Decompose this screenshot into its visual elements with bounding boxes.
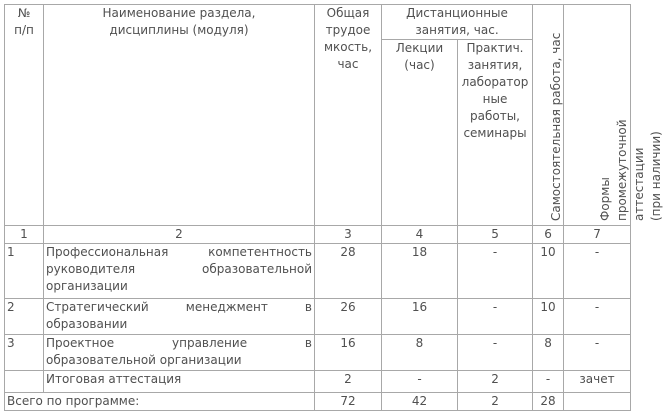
header-lectures: Лекции (час) — [382, 40, 458, 226]
row-forms: - — [564, 299, 631, 335]
total-total: 72 — [315, 393, 382, 411]
row-self: - — [533, 371, 564, 393]
row-forms: - — [564, 244, 631, 299]
row-practice: - — [458, 299, 533, 335]
table-row — [5, 335, 631, 371]
table-row — [5, 299, 631, 335]
total-practice: 2 — [458, 393, 533, 411]
row-forms: - — [564, 335, 631, 371]
row-forms: зачет — [564, 371, 631, 393]
row-total: 16 — [315, 335, 382, 371]
column-number-row — [5, 226, 631, 244]
row-num: 2 — [5, 299, 44, 335]
col-number: 3 — [315, 226, 382, 244]
row-name: Проектное управление в образовательной организации — [44, 335, 315, 371]
total-self: 28 — [533, 393, 564, 411]
row-lectures: - — [382, 371, 458, 393]
header-practice: Практич. занятия, лаборатор ные работы, семинары — [458, 40, 533, 226]
row-lectures: 16 — [382, 299, 458, 335]
header-self: Самостоятельная работа, час — [533, 5, 564, 226]
row-total: 28 — [315, 244, 382, 299]
row-num: 1 — [5, 244, 44, 299]
total-lectures: 42 — [382, 393, 458, 411]
total-forms — [564, 393, 631, 411]
row-self: 10 — [533, 244, 564, 299]
col-number: 1 — [5, 226, 44, 244]
col-number: 2 — [44, 226, 315, 244]
table-row — [5, 371, 631, 393]
row-practice: 2 — [458, 371, 533, 393]
row-name: Итоговая аттестация — [44, 371, 315, 393]
col-number: 4 — [382, 226, 458, 244]
header-name: Наименование раздела, дисциплины (модуля) — [44, 5, 315, 226]
col-number: 6 — [533, 226, 564, 244]
header-distance: Дистанционные занятия, час. — [382, 5, 533, 40]
total-row — [5, 393, 631, 411]
row-num: 3 — [5, 335, 44, 371]
row-lectures: 18 — [382, 244, 458, 299]
row-practice: - — [458, 244, 533, 299]
row-practice: - — [458, 335, 533, 371]
row-num — [5, 371, 44, 393]
col-number: 7 — [564, 226, 631, 244]
table-row — [5, 244, 631, 299]
curriculum-table — [4, 4, 664, 411]
row-name: Профессиональная компетентность руководителя образовательной организации — [44, 244, 315, 299]
header-num: № п/п — [5, 5, 44, 226]
header-total: Общая трудое мкость, час — [315, 5, 382, 226]
row-self: 10 — [533, 299, 564, 335]
total-label: Всего по программе: — [5, 393, 315, 411]
row-total: 26 — [315, 299, 382, 335]
row-name: Стратегический менеджмент в образовании — [44, 299, 315, 335]
row-self: 8 — [533, 335, 564, 371]
row-lectures: 8 — [382, 335, 458, 371]
col-number: 5 — [458, 226, 533, 244]
row-total: 2 — [315, 371, 382, 393]
header-forms: Формы промежуточной аттестации (при наличии) — [564, 5, 631, 226]
